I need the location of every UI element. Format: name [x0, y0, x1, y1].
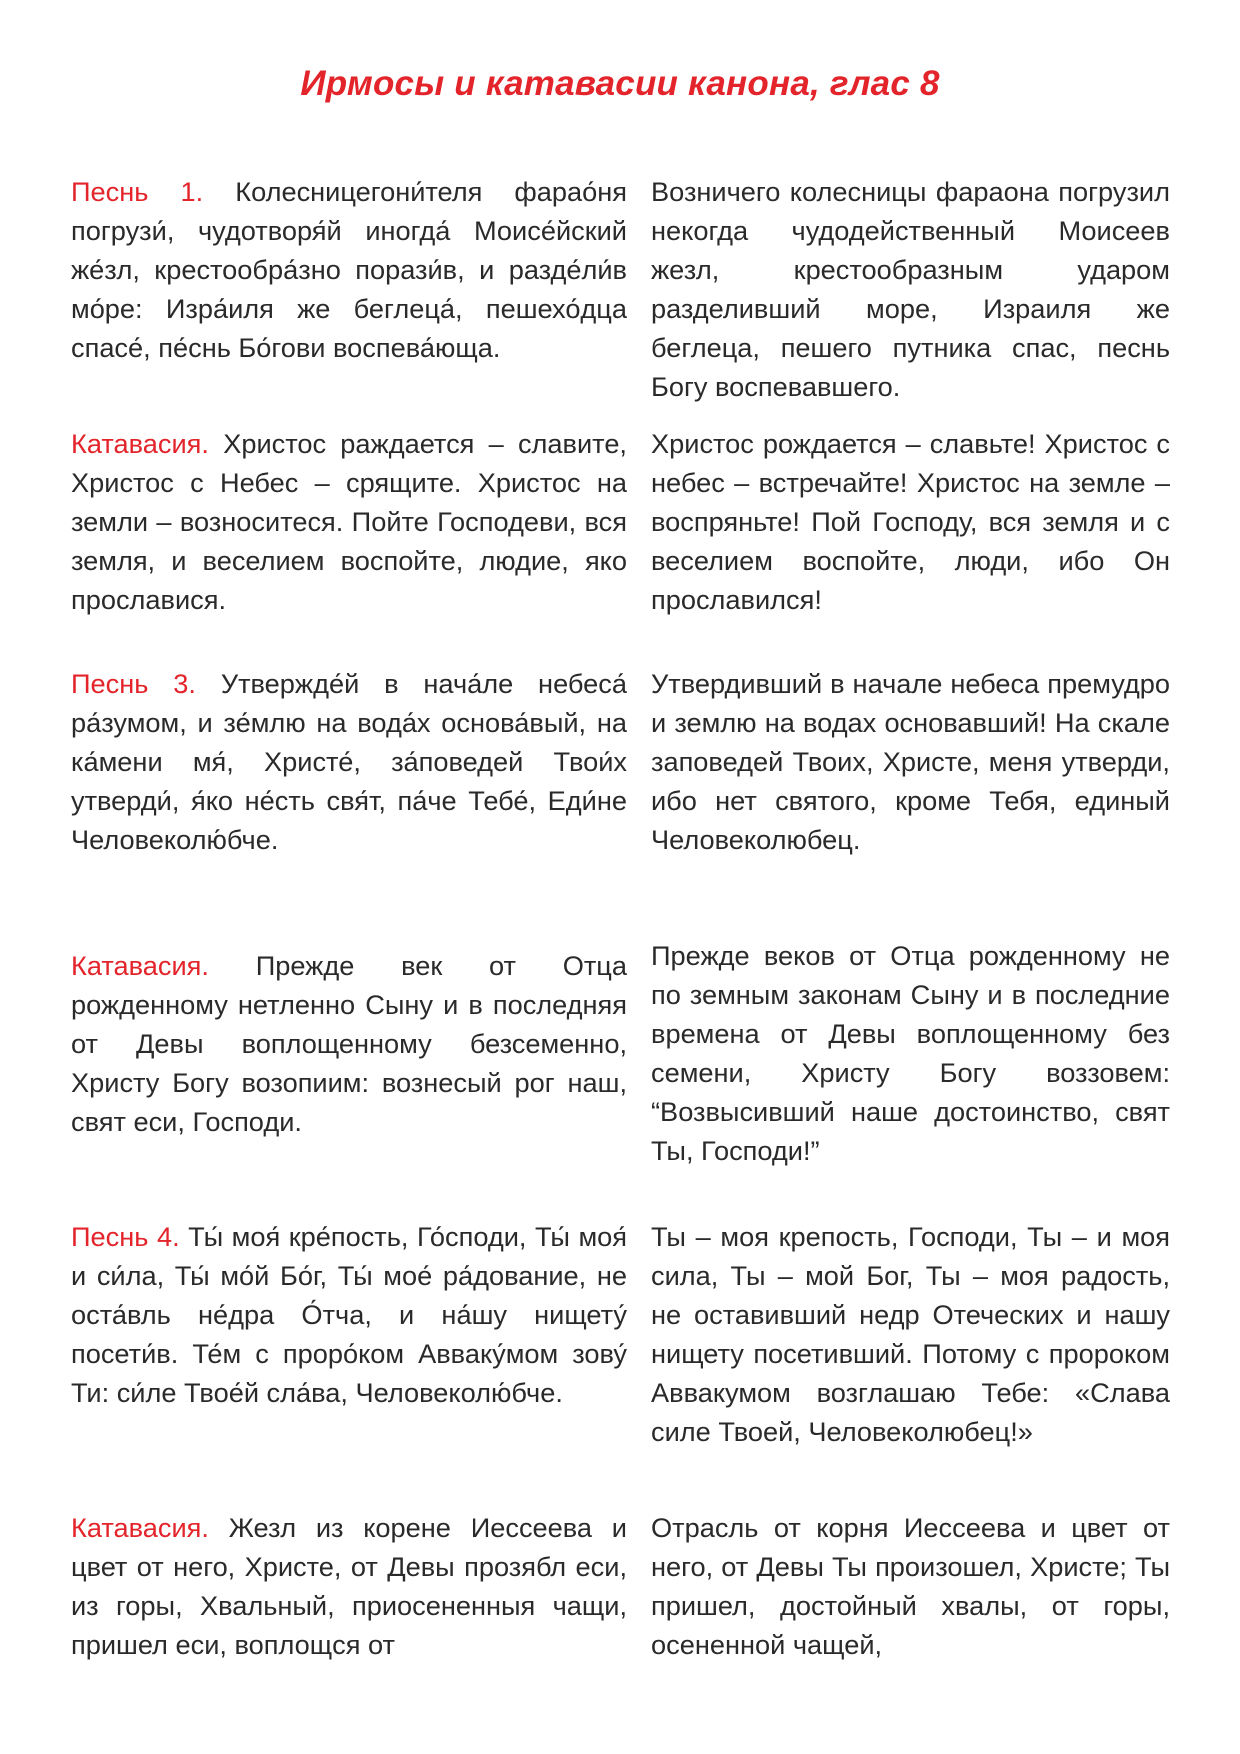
church-slavonic-text: Колесницегони́теля фарао́ня погрузи́, чудотворя́й иногда́ Моисе́йский же́зл, крестообра́зно порази́в, и разде́ли́в мо́ре: Изра́иля же беглеца́, пешехо́дца спасе́, пе́снь Бо́гови воспева́юща.	[71, 176, 627, 363]
church-slavonic-text: Христос раждается – славите, Христос с Небес – срящите. Христос на земли – возноситеся. Пойте Господеви, вся земля, и веселием воспойте, людие, яко прославися.	[71, 428, 627, 615]
section-4-russian	[651, 936, 1170, 1170]
section-3-russian	[651, 664, 1170, 859]
church-slavonic-text: Жезл из корене Иессеева и цвет от него, Христе, от Девы прозябл еси, из горы, Хвальный, приосененныя чащи, пришел еси, воплощся от	[71, 1512, 627, 1660]
church-slavonic-text: Утвержде́й в нача́ле небеса́ ра́зумом, и зе́млю на вода́х основа́вый, на ка́мени мя́, Христе́, за́поведей Твои́х утверди́, я́ко не́сть свя́т, па́че Тебе́, Еди́не Человеколю́бче.	[71, 668, 627, 855]
russian-text: Утвердивший в начале небеса премудро и землю на водах основавший! На скале заповедей Твоих, Христе, меня утверди, ибо нет святого, кроме Тебя, единый Человеколюбец.	[651, 668, 1170, 855]
church-slavonic-text: Ты́ моя́ кре́пость, Го́споди, Ты́ моя́ и си́ла, Ты́ мо́й Бо́г, Ты́ мое́ ра́дование, не оста́вль не́дра О́тча, и на́шу нищету́ посети́в. Те́м с проро́ком Авваку́мом зову́ Ти: си́ле Твое́й сла́ва, Человеколю́бче.	[71, 1221, 627, 1408]
section-5-church-slavonic	[71, 1217, 627, 1412]
section-label: Песнь 3.	[71, 668, 196, 699]
church-slavonic-text: Прежде век от Отца рожденному нетленно Сыну и в последняя от Девы воплощенному безсеменно, Христу Богу возопиим: вознесый рог наш, свят еси, Господи.	[71, 950, 627, 1137]
section-2-russian	[651, 424, 1170, 619]
section-label: Катавасия.	[71, 950, 209, 981]
russian-text: Христос рождается – славьте! Христос с небес – встречайте! Христос на земле – воспряньте! Пой Господу, вся земля и с веселием воспойте, люди, ибо Он прославился!	[651, 428, 1170, 615]
section-6-russian	[651, 1508, 1170, 1664]
section-label: Катавасия.	[71, 1512, 209, 1543]
section-2-church-slavonic	[71, 424, 627, 619]
section-3-church-slavonic	[71, 664, 627, 859]
section-1-church-slavonic	[71, 172, 627, 367]
section-label: Катавасия.	[71, 428, 209, 459]
section-1-russian	[651, 172, 1170, 406]
russian-text: Отрасль от корня Иессеева и цвет от него, от Девы Ты произошел, Христе; Ты пришел, достойный хвалы, от горы, осененной чащей,	[651, 1512, 1170, 1660]
russian-text: Прежде веков от Отца рожденному не по земным законам Сыну и в последние времена от Девы воплощенному без семени, Христу Богу воззовем: “Возвысивший наше достоинство, свят Ты, Господи!”	[651, 940, 1170, 1166]
section-4-church-slavonic	[71, 946, 627, 1141]
section-6-church-slavonic	[71, 1508, 627, 1664]
page-title: Ирмосы и катавасии канона, глас 8	[300, 64, 940, 103]
section-label: Песнь 1.	[71, 176, 204, 207]
russian-text: Возничего колесницы фараона погрузил некогда чудодейственный Моисеев жезл, крестообразным ударом разделивший море, Израиля же беглеца, пешего путника спас, песнь Богу воспевавшего.	[651, 176, 1170, 402]
section-label: Песнь 4.	[71, 1221, 180, 1252]
russian-text: Ты – моя крепость, Господи, Ты – и моя сила, Ты – мой Бог, Ты – моя радость, не оставивший недр Отеческих и нашу нищету посетивший. Потому с пророком Аввакумом возглашаю Тебе: «Слава силе Твоей, Человеколюбец!»	[651, 1221, 1170, 1447]
section-5-russian	[651, 1217, 1170, 1451]
